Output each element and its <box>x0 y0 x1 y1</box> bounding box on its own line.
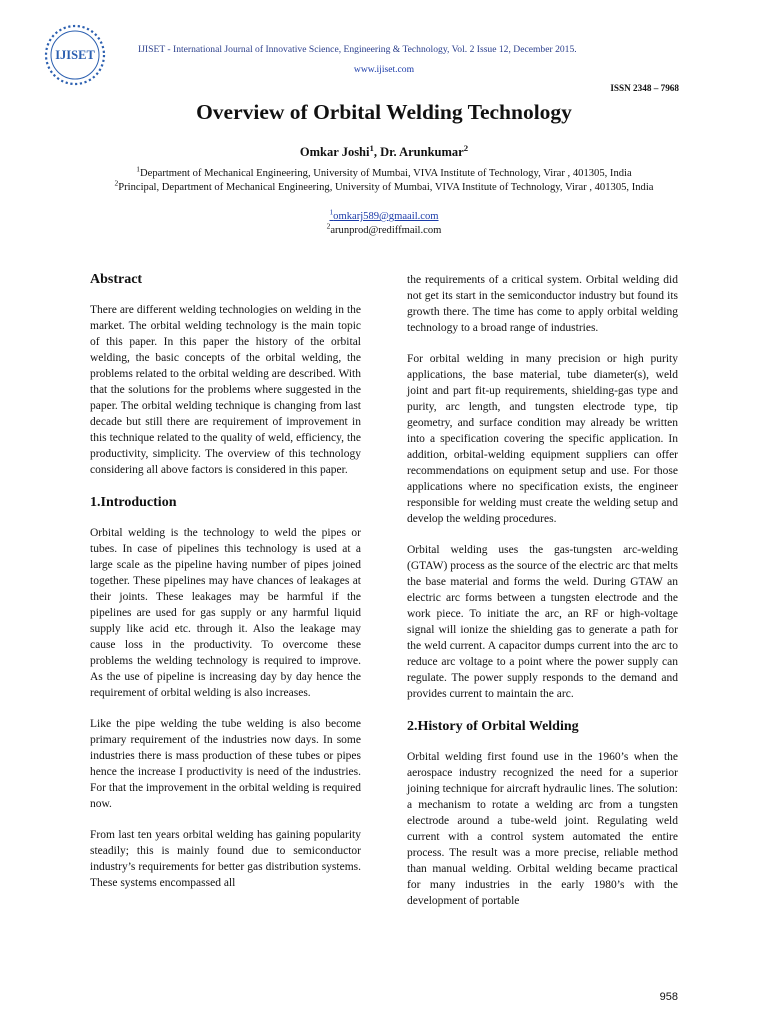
history-heading: 2.History of Orbital Welding <box>407 719 579 734</box>
issn: ISSN 2348 – 7968 <box>610 83 679 93</box>
email-text: omkarj589@gmaail.com <box>333 211 439 222</box>
author-superscript: 1 <box>369 142 374 153</box>
affiliation-text: Department of Mechanical Engineering, University of Mumbai, VIVA Institute of Technology, Virar , 401305, India <box>139 168 632 179</box>
body-paragraph: Orbital welding is the technology to weld the pipes or tubes. In case of pipelines this technology is used at a large scale as the pipeline having number of pipes joined together. These pipelines may have chances of leakages at their joints. These leakages may be harmful if the pipelines are used for gas supply or any harmful liquid supply like acid etc. through it. Also the leakage may cause loss in the productivity. To overcome these problems the welding technology is required to improve. As the use of pipeline is increasing day by day hence the requirement of orbital welding is also increases. <box>90 527 361 699</box>
abstract-paragraph: There are different welding technologies on welding in the market. The orbital welding technology is the main topic of this paper. In this paper the history of the orbital welding, the basic concepts of the orbital welding, the problems related to the orbital welding are described. With that the solutions for the problems where suggested in the paper. The orbital welding technique is changing from last decade but still there are requirement of improvement in this technique related to the quality of weld, efficiency, the productivity, simplicity. The overview of this technology considering all above factors is considered in this paper. <box>90 304 361 476</box>
left-column <box>90 270 361 891</box>
email-superscript: 1 <box>329 207 334 217</box>
affiliation-superscript: 1 <box>136 164 140 174</box>
author-line <box>0 142 768 160</box>
affiliation-superscript: 2 <box>114 178 119 188</box>
paper-title: Overview of Orbital Welding Technology <box>196 100 572 124</box>
affiliation-text: Principal, Department of Mechanical Engineering, University of Mumbai, VIVA Institute of Technology, Virar , 401305, India <box>118 182 654 193</box>
body-paragraph: Orbital welding uses the gas-tungsten arc-welding (GTAW) process as the source of the electric arc that melts the base material and forms the weld. During GTAW an electric arc forms between a tungsten electrode and the work piece. To initiate the arc, an RF or high-voltage signal will ionize the shielding gas to generate a path for the weld current. A capacitor dumps current into the arc to reduce arc voltage to a point where the power supply can regulate. The power supply responds to the demand and provides current to maintain the arc. <box>407 544 678 700</box>
affiliation-1 <box>0 164 768 179</box>
abstract-heading: Abstract <box>90 272 143 287</box>
journal-logo <box>42 22 108 88</box>
author-name: Omkar Joshi <box>299 145 370 159</box>
author-separator: , <box>373 145 381 159</box>
body-paragraph: Like the pipe welding the tube welding is also become primary requirement of the industries now days. In some industries there is mass production of these tubes or pipes hence the increase I productivity is need of the industries. For that the improvement in the orbital welding is required now. <box>90 718 361 810</box>
author-name: Dr. Arunkumar <box>380 145 464 159</box>
body-paragraph: From last ten years orbital welding has gaining popularity steadily; this is mainly found due to semiconductor industry’s requirements for better gas distribution systems. These systems encompassed all <box>90 829 361 889</box>
email-link-1[interactable] <box>0 207 768 222</box>
email-text: arunprod@rediffmail.com <box>330 225 442 236</box>
body-paragraph: Orbital welding first found use in the 1960’s when the aerospace industry recognized the need for a superior joining technique for aircraft hydraulic lines. The solution: a mechanism to rotate a welding arc from a tungsten electrode around a tube-weld joint. Regulating weld current with a control system automated the entire process. The result was a more precise, reliable method than manual welding. Orbital welding became practical for many industries in the early 1980’s with the development of portable <box>407 751 678 907</box>
affiliation-2 <box>0 178 768 193</box>
journal-url-link[interactable]: www.ijiset.com <box>353 64 415 75</box>
author-superscript: 2 <box>463 142 469 153</box>
introduction-heading: 1.Introduction <box>90 495 177 510</box>
email-2 <box>0 221 768 236</box>
journal-header: IJISET - International Journal of Innovative Science, Engineering & Technology, Vol. 2 Issue 12, December 2015. <box>138 44 577 55</box>
page-number: 958 <box>659 991 678 1003</box>
logo-text: IJISET <box>55 48 95 62</box>
body-paragraph: For orbital welding in many precision or high purity applications, the base material, tube diameter(s), weld joint and part fit-up requirements, shielding-gas type and purity, arc length, and tungsten electrode type, tip geometry, and surface condition may already be written into a specification covering the specific application. In addition, orbital-welding equipment suppliers can offer recommendations on equipment setup and use. For those applications where no specification exists, the engineer responsible for welding must create the welding setup and develop the welding procedures. <box>407 353 678 525</box>
body-paragraph: the requirements of a critical system. Orbital welding did not get its start in the semiconductor industry but found its growth there. The time has come to apply orbital welding technology to a broad range of industries. <box>407 274 678 334</box>
email-superscript: 2 <box>326 221 331 231</box>
logo-emblem-icon <box>42 22 108 88</box>
right-column <box>407 272 678 909</box>
